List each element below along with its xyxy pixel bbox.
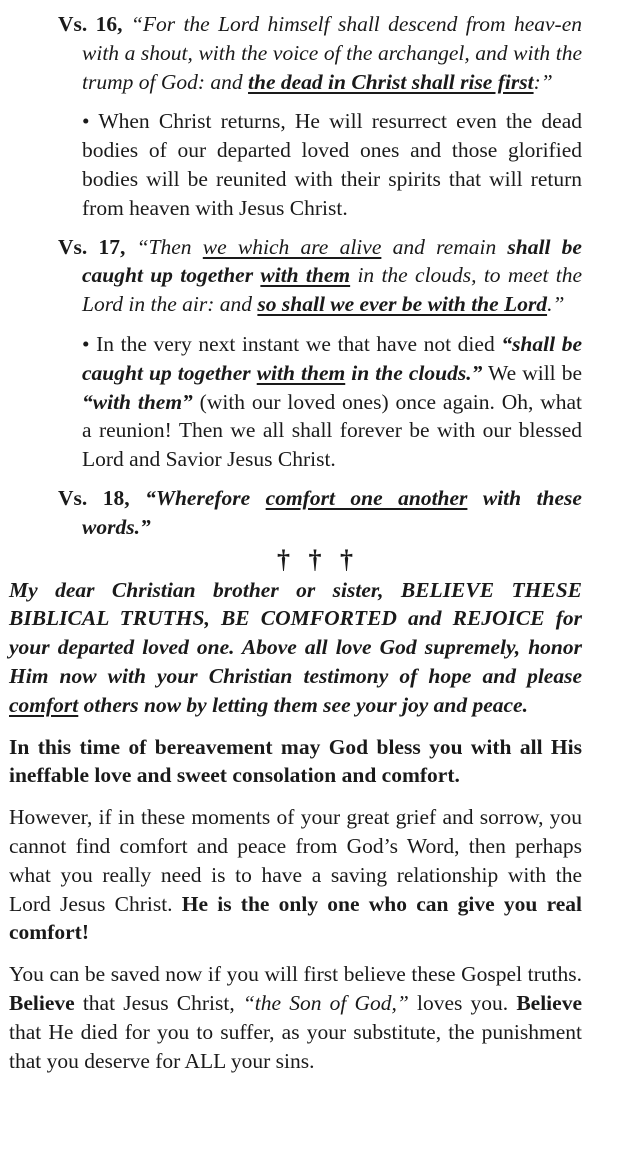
verse-18: Vs. 18, “Wherefore comfort one another with these words.”	[58, 485, 582, 539]
verse-17: Vs. 17, “Then we which are alive and remain shall be caught up together with them in the clouds, to meet the Lord in the air: and so shall we ever be with the Lord.”	[58, 234, 582, 317]
verse-18-ref: Vs. 18,	[58, 485, 130, 510]
verse-17-ref: Vs. 17,	[58, 234, 126, 259]
blessing-paragraph: In this time of bereavement may God bless you with all His ineffable love and sweet consolation and comfort.	[9, 734, 582, 788]
dagger-divider: † † †	[277, 544, 359, 574]
verse-16-ref: Vs. 16,	[58, 12, 123, 36]
page	[0, 10, 626, 1075]
commentary-verse-16: • When Christ returns, He will resurrect even the dead bodies of our departed loved ones and those glorified bodies will be reunited with their spirits that will return from heaven with Jesus Christ.	[82, 109, 582, 220]
salvation-paragraph: You can be saved now if you will first believe these Gospel truths. Believe that Jesus Christ, “the Son of God,” loves you. Believe that He died for you to suffer, as your substitute, the punishment that you deserve for ALL your sins.	[9, 962, 582, 1073]
verse-16: Vs. 16, “For the Lord himself shall descend from heav-en with a shout, with the voice of the archangel, and with the trump of God: and the dead in Christ shall rise first:”	[58, 12, 582, 94]
verse-16-emphasis: the dead in Christ shall rise first	[248, 69, 534, 94]
commentary-verse-17: • In the very next instant we that have not died “shall be caught up together with them in the clouds.” We will be “with them” (with our loved ones) once again. Oh, what a reunion! Then we all shall forever be with our blessed Lord and Savior Jesus Christ.	[82, 331, 583, 472]
however-paragraph: However, if in these moments of your great grief and sorrow, you cannot find comfort and peace from God’s Word, then perhaps what you really need is to have a saving relationship with the Lord Jesus Christ. He is the only one who can give you real comfort!	[9, 805, 583, 945]
exhortation-paragraph: My dear Christian brother or sister, BELIEVE THESE BIBLICAL TRUTHS, BE COMFORTED and REJOICE for your departed loved one. Above all love God supremely, honor Him now with your Christian testimony of hope and please comfort others now by letting them see your joy and peace.	[9, 577, 582, 717]
